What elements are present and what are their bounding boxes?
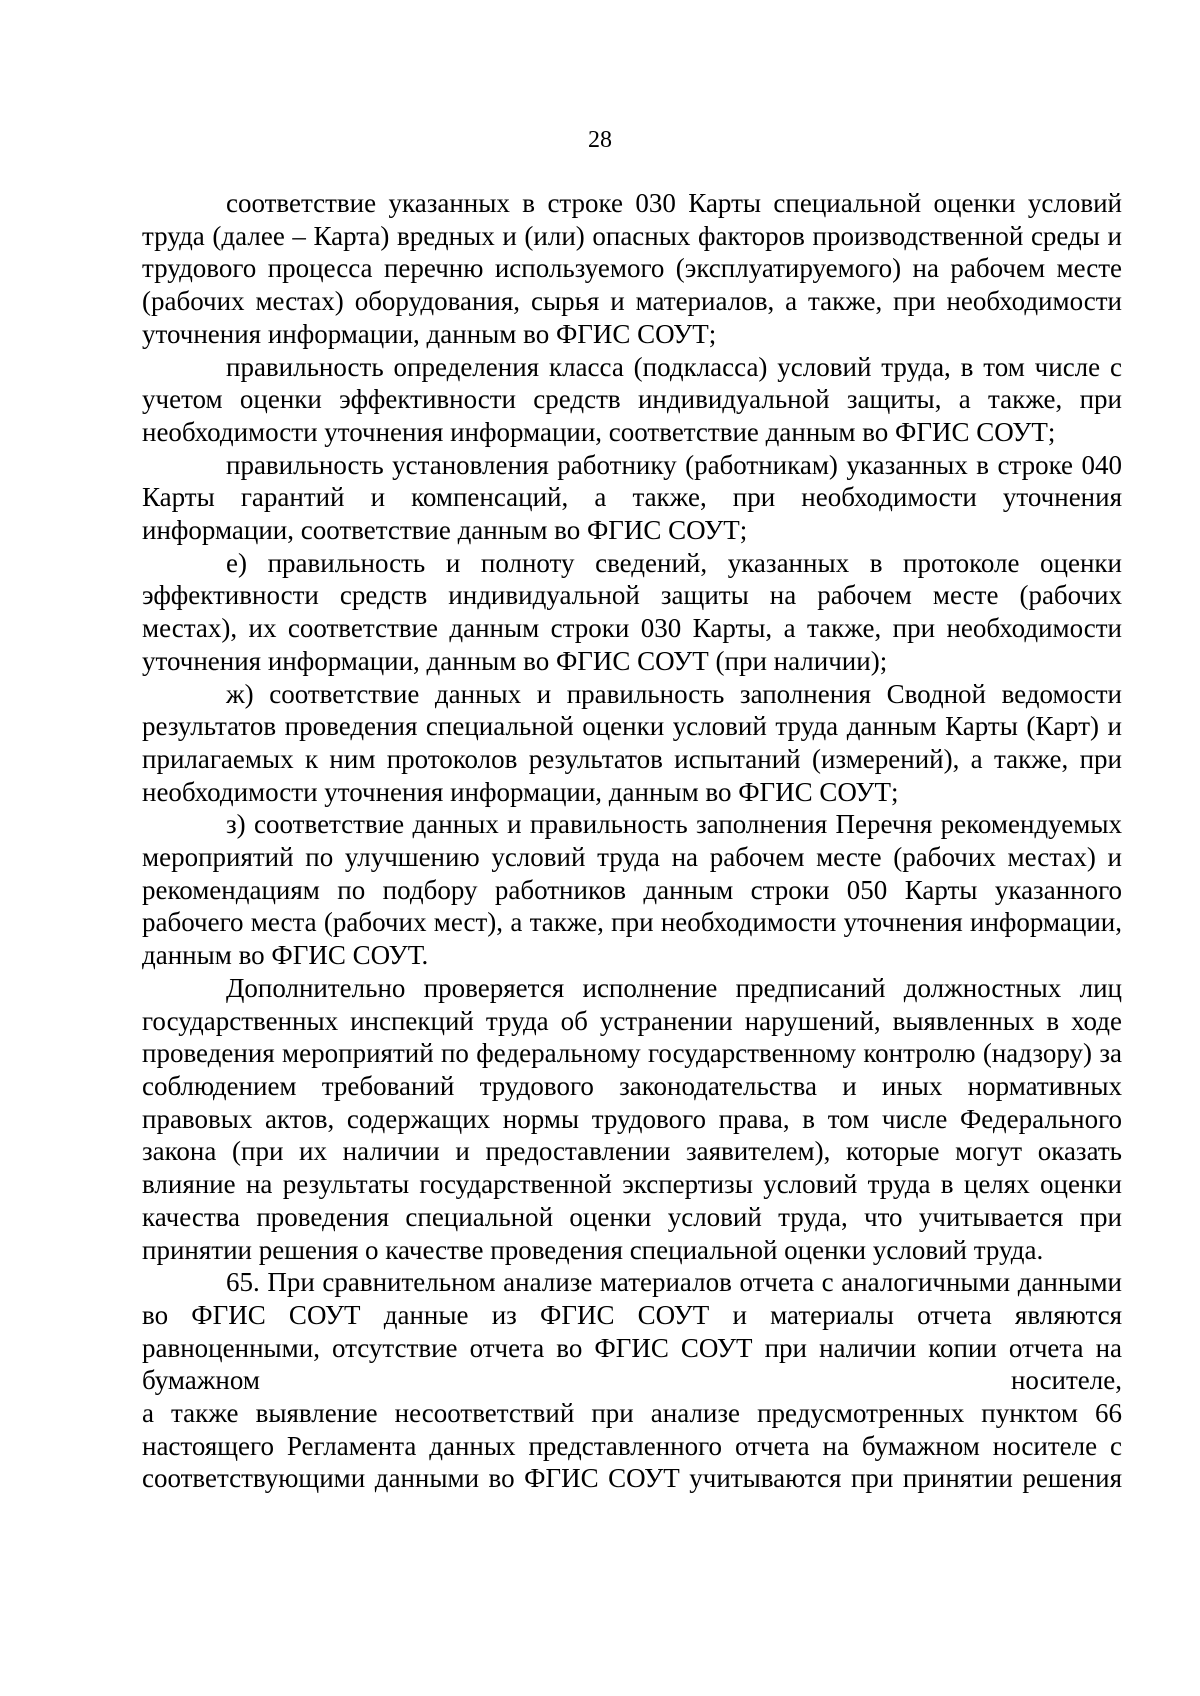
paragraph-65-part2: а также выявление несоответствий при анализе предусмотренных пунктом 66 настоящего Регламента данных представленного отчета на бумажном носителе с соответствующими данными во ФГИС СОУТ учитываются при принятии решения [142,1398,1122,1494]
paragraph-65-split-left: бумажном [142,1365,260,1396]
paragraph-class-determination: правильность определения класса (подкласса) условий труда, в том числе с учетом оценки эффективности средств индивидуальной защиты, а также, при необходимости уточнения информации, соответствие данным во ФГИС СОУТ; [142,351,1122,447]
paragraph-item-e: е) правильность и полноту сведений, указанных в протоколе оценки эффективности средств индивидуальной защиты на рабочем месте (рабочих местах), их соответствие данным строки 030 Карты, а также, при необходимости уточнения информации, данным во ФГИС СОУТ (при наличии); [142,547,1122,676]
paragraph-item-z: з) соответствие данных и правильность заполнения Перечня рекомендуемых мероприятий по улучшению условий труда на рабочем месте (рабочих местах) и рекомендациям по подбору работников данным строки 050 Карты указанного рабочего места (рабочих мест), а также, при необходимости уточнения информации, данным во ФГИС СОУТ. [142,809,1122,971]
paragraph-guarantees: правильность установления работнику (работникам) указанных в строке 040 Карты гарантий и компенсаций, а также, при необходимости уточнения информации, соответствие данным во ФГИС СОУТ; [142,449,1122,546]
paragraph-item-zh: ж) соответствие данных и правильность заполнения Сводной ведомости результатов проведения специальной оценки условий труда данным Карты (Карт) и прилагаемых к ним протоколов результатов испытаний (измерений), а также, при необходимости уточнения информации, данным во ФГИС СОУТ; [142,678,1122,807]
paragraph-65-split-right: носителе, [1010,1365,1122,1396]
paragraph-hazard-factors: соответствие указанных в строке 030 Карты специальной оценки условий труда (далее – Карта) вредных и (или) опасных факторов производственной среды и трудового процесса перечню используемого (эксплуатируемого) на рабочем месте (рабочих местах) оборудования, сырья и материалов, а также, при необходимости уточнения информации, данным во ФГИС СОУТ; [142,188,1122,349]
document-body [142,187,1122,1495]
paragraph-additional-check: Дополнительно проверяется исполнение предписаний должностных лиц государственных инспекций труда об устранении нарушений, выявленных в ходе проведения мероприятий по федеральному государственному контролю (надзору) за соблюдением требований трудового законодательства и иных нормативных правовых актов, содержащих нормы трудового права, в том числе Федерального закона (при их наличии и предоставлении заявителем), которые могут оказать влияние на результаты государственной экспертизы условий труда в целях оценки качества проведения специальной оценки условий труда, что учитывается при принятии решения о качестве проведения специальной оценки условий труда. [142,972,1122,1265]
paragraph-65 [142,1266,1122,1495]
page-number: 28 [588,127,612,153]
paragraph-65-part1: 65. При сравнительном анализе материалов отчета с аналогичными данными во ФГИС СОУТ данные из ФГИС СОУТ и материалы отчета являются равноценными, отсутствие отчета во ФГИС СОУТ при наличии копии отчета на [142,1267,1122,1363]
paragraph-65-split-line [142,1364,1122,1397]
